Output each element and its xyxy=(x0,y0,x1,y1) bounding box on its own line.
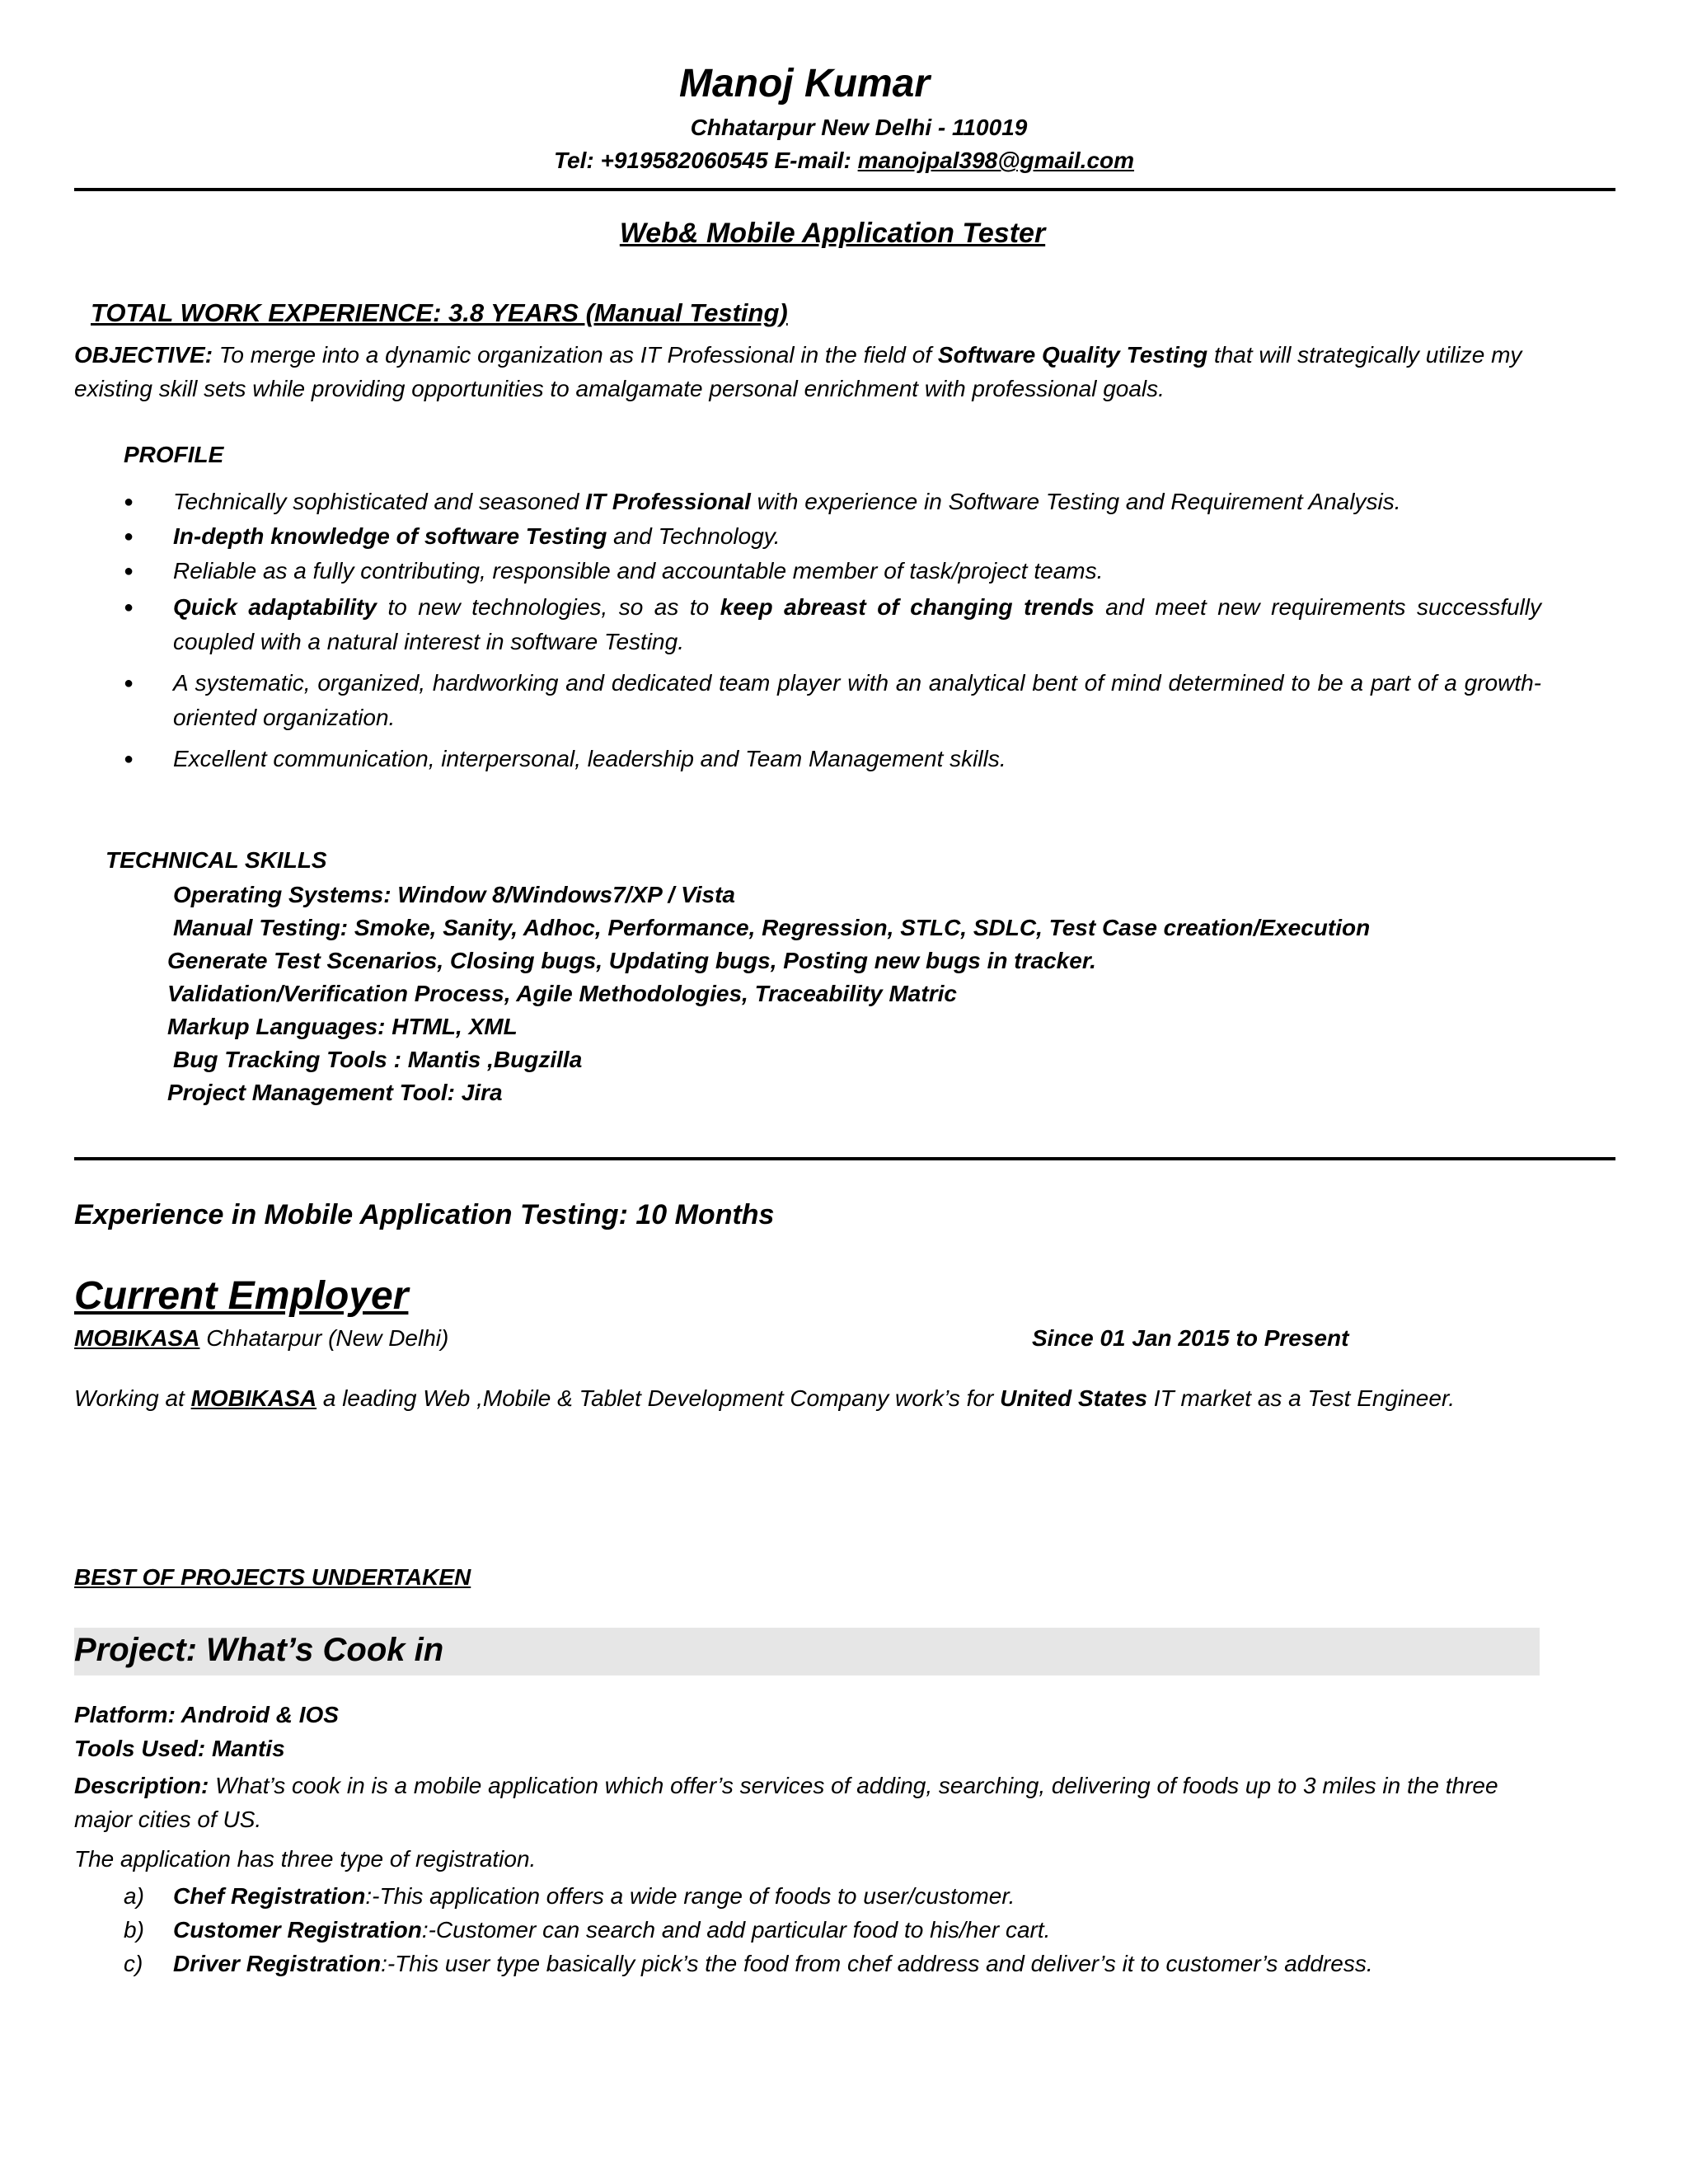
skill-line: Bug Tracking Tools : Mantis ,Bugzilla xyxy=(173,1047,583,1072)
profile-item: ● Quick adaptability to new technologies, so as to keep abreast of changing trends and meet new requirements successfully coupled with a natural interest in software Testing. xyxy=(124,590,1541,659)
skill-line: Manual Testing: Smoke, Sanity, Adhoc, Performance, Regression, STLC, SDLC, Test Case creation/Execution xyxy=(173,915,1371,940)
registration-item: c) Driver Registration:-This user type basically pick’s the food from chef address and deliver’s it to customer’s address. xyxy=(124,1951,1373,1976)
employer-company-inline: MOBIKASA xyxy=(190,1385,317,1411)
market-highlight: United States xyxy=(1000,1385,1148,1411)
objective-label: OBJECTIVE: xyxy=(74,342,213,368)
employer-location: Chhatarpur (New Delhi) xyxy=(199,1325,449,1351)
employer-description: Working at MOBIKASA a leading Web ,Mobile & Tablet Development Company work’s for United States IT market as a Test Engineer. xyxy=(74,1385,1456,1411)
contact-line xyxy=(0,148,1688,174)
address: Chhatarpur New Delhi - 110019 xyxy=(690,115,1028,140)
employer-line xyxy=(74,1325,448,1352)
profile-item: ● In-depth knowledge of software Testing and Technology. xyxy=(124,519,1541,554)
objective-text-1: To merge into a dynamic organization as IT Professional in the field of xyxy=(213,342,938,368)
skill-line: Markup Languages: HTML, XML xyxy=(167,1014,518,1039)
profile-item: ● A systematic, organized, hardworking and dedicated team player with an analytical bent of mind determined to be a part of a growth-oriented organization. xyxy=(124,666,1541,735)
registration-item: a) Chef Registration:-This application offers a wide range of foods to user/customer. xyxy=(124,1883,1015,1909)
section-divider xyxy=(74,1157,1615,1160)
skill-line: Operating Systems: Window 8/Windows7/XP / Vista xyxy=(173,882,735,907)
project-description xyxy=(74,1769,1541,1836)
skill-line: Project Management Tool: Jira xyxy=(167,1080,503,1105)
projects-heading: BEST OF PROJECTS UNDERTAKEN xyxy=(74,1564,471,1590)
header-divider xyxy=(74,188,1615,191)
skill-line: Generate Test Scenarios, Closing bugs, Updating bugs, Posting new bugs in tracker. xyxy=(167,948,1096,973)
technical-skills-heading: TECHNICAL SKILLS xyxy=(106,847,327,873)
registration-intro: The application has three type of registration. xyxy=(74,1846,537,1872)
profile-item: ● Technically sophisticated and seasoned IT Professional with experience in Software Testing and Requirement Analysis. xyxy=(124,485,1541,519)
candidate-name: Manoj Kumar xyxy=(678,62,931,105)
project-platform: Platform: Android & IOS xyxy=(74,1702,339,1727)
project-tools: Tools Used: Mantis xyxy=(74,1736,285,1761)
registration-list xyxy=(124,1879,1373,1980)
phone-text: Tel: +919582060545 E-mail: xyxy=(553,148,858,173)
mobile-experience: Experience in Mobile Application Testing: 10 Months xyxy=(74,1199,775,1230)
project-description-text: What’s cook in is a mobile application which offer’s services of adding, searching, delivering of foods up to 3 miles in the three major cities of US. xyxy=(74,1773,1498,1832)
objective-highlight: Software Quality Testing xyxy=(937,342,1208,368)
objective-text-2: that will strategically utilize my existing skill sets while providing opportunities to amalgamate personal enrichment with professional goals. xyxy=(74,342,1522,401)
project-description-label: Description: xyxy=(74,1773,209,1798)
profile-item: ● Excellent communication, interpersonal, leadership and Team Management skills. xyxy=(124,742,1541,776)
total-experience: TOTAL WORK EXPERIENCE: 3.8 YEARS (Manual Testing) xyxy=(91,298,788,327)
profile-list xyxy=(124,485,1541,776)
employment-period: Since 01 Jan 2015 to Present xyxy=(1032,1325,1349,1351)
objective-paragraph xyxy=(74,338,1541,405)
registration-item: b) Customer Registration:-Customer can search and add particular food to his/her cart. xyxy=(124,1917,1051,1943)
profile-item: ● Reliable as a fully contributing, responsible and accountable member of task/project teams. xyxy=(124,554,1541,588)
email-link[interactable]: manojpal398@gmail.com xyxy=(857,148,1135,173)
current-employer-heading: Current Employer xyxy=(74,1274,409,1318)
project-title: Project: What’s Cook in xyxy=(74,1632,444,1668)
role-title: Web& Mobile Application Tester xyxy=(619,218,1046,249)
profile-heading: PROFILE xyxy=(124,442,224,467)
employer-company: MOBIKASA xyxy=(74,1325,200,1351)
skill-line: Validation/Verification Process, Agile Methodologies, Traceability Matric xyxy=(167,981,957,1006)
